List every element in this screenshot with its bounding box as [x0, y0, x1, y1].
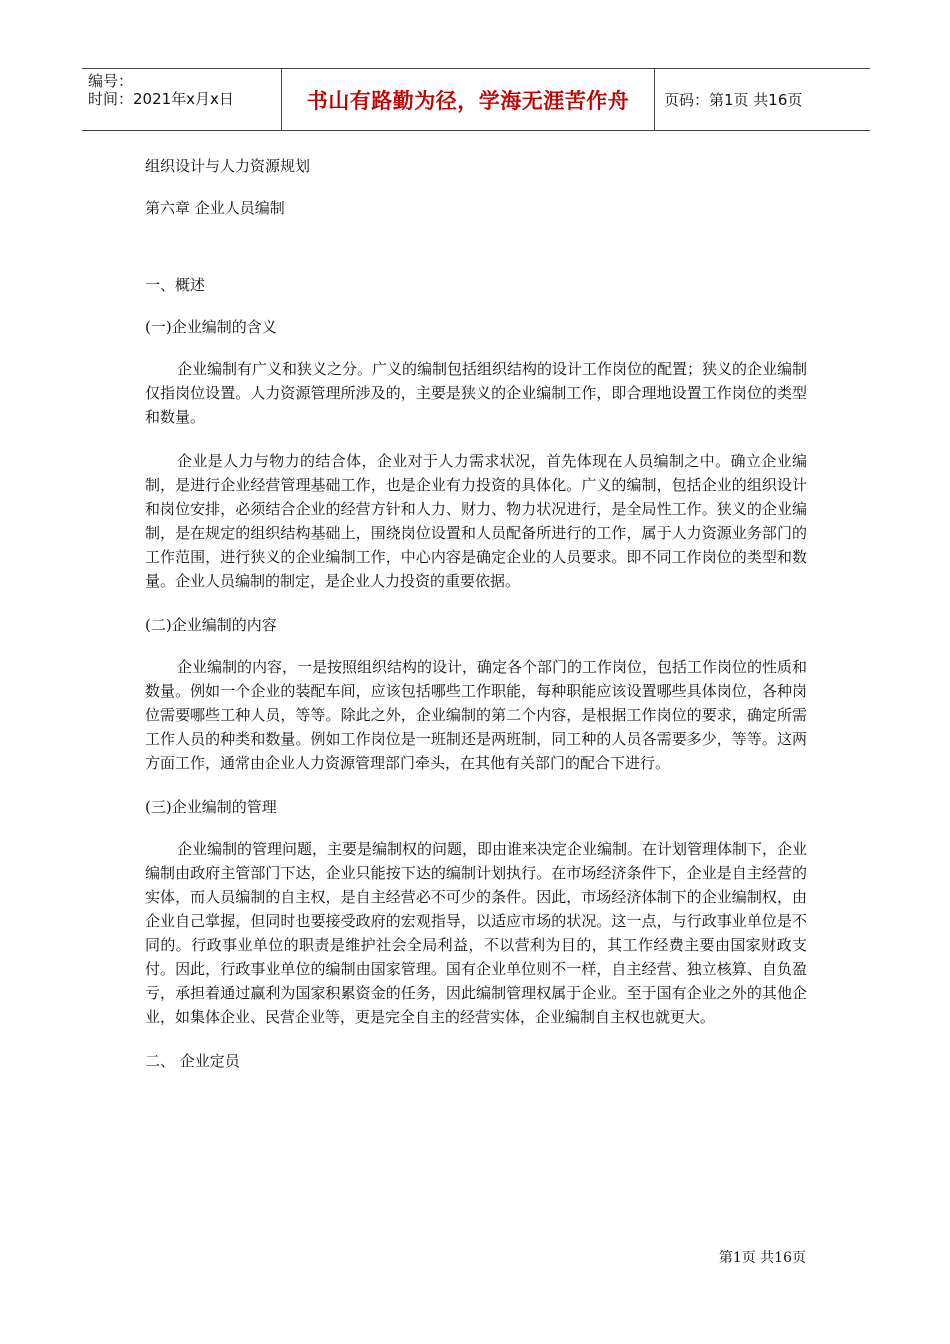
subsection-heading-1-3: (三)企业编制的管理 — [145, 798, 277, 816]
doc-title: 组织设计与人力资源规划 — [145, 157, 311, 175]
page-footer: 第1页 共16页 — [718, 1250, 806, 1266]
chapter-heading: 第六章 企业人员编制 — [145, 199, 285, 217]
paragraph-3: 企业编制的内容，一是按照组织结构的设计，确定各个部门的工作岗位，包括工作岗位的性质和数量。例如一个企业的装配车间，应该包括哪些工作职能，每种职能应该设置哪些具体岗位，各种岗位需要哪些工种人员，等等。除此之外，企业编制的第二个内容，是根据工作岗位的要求，确定所需工作人员的种类和数量。例如工作岗位是一班制还是两班制，同工种的人员各需要多少，等等。这两方面工作，通常由企业人力资源管理部门牵头，在其他有关部门的配合下进行。 — [145, 658, 808, 772]
number-label: 编号： — [88, 72, 134, 90]
subsection-heading-1-1: (一)企业编制的含义 — [145, 318, 277, 336]
section-heading-2: 二、 企业定员 — [145, 1052, 240, 1070]
section-heading-1: 一、概述 — [145, 276, 206, 294]
header-motto-cell — [281, 69, 655, 130]
paragraph-4: 企业编制的管理问题，主要是编制权的问题，即由谁来决定企业编制。在计划管理体制下，企业编制由政府主管部门下达，企业只能按下达的编制计划执行。在市场经济条件下，企业是自主经营的实体，而人员编制的自主权，是自主经营必不可少的条件。因此，市场经济体制下的企业编制权，由企业自己掌握，但同时也要接受政府的宏观指导，以适应市场的状况。这一点，与行政事业单位是不同的。行政事业单位的职责是维护社会全局利益，不以营利为目的，其工作经费主要由国家财政支付。因此，行政事业单位的编制由国家管理。国有企业单位则不一样，自主经营、独立核算、自负盈亏，承担着通过赢利为国家积累资金的任务，因此编制管理权属于企业。至于国有企业之外的其他企业，如集体企业、民营企业等，更是完全自主的经营实体，企业编制自主权也就更大。 — [145, 840, 808, 1026]
header-motto: 书山有路勤为径，学海无涯苦作舟 — [306, 88, 630, 113]
paragraph-2: 企业是人力与物力的结合体，企业对于人力需求状况，首先体现在人员编制之中。确立企业编制，是进行企业经营管理基础工作，也是企业有力投资的具体化。广义的编制，包括企业的组织设计和岗位安排，必须结合企业的经营方针和人力、财力、物力状况进行，是全局性工作。狭义的企业编制，是在规定的组织结构基础上，围绕岗位设置和人员配备所进行的工作，属于人力资源业务部门的工作范围，进行狭义的企业编制工作，中心内容是确定企业的人员要求。即不同工作岗位的类型和数量。企业人员编制的制定，是企业人力投资的重要依据。 — [145, 452, 807, 590]
time-label: 时间：2021年x月x日 — [88, 90, 234, 108]
header-meta — [82, 69, 281, 130]
page-header — [82, 68, 870, 131]
header-page-info: 页码：第1页 共16页 — [664, 91, 803, 109]
paragraph-1: 企业编制有广义和狭义之分。广义的编制包括组织结构的设计工作岗位的配置；狭义的企业编制仅指岗位设置。人力资源管理所涉及的，主要是狭义的企业编制工作，即合理地设置工作岗位的类型和数量。 — [145, 360, 808, 426]
subsection-heading-1-2: (二)企业编制的内容 — [145, 616, 277, 634]
document-body — [145, 150, 807, 1073]
